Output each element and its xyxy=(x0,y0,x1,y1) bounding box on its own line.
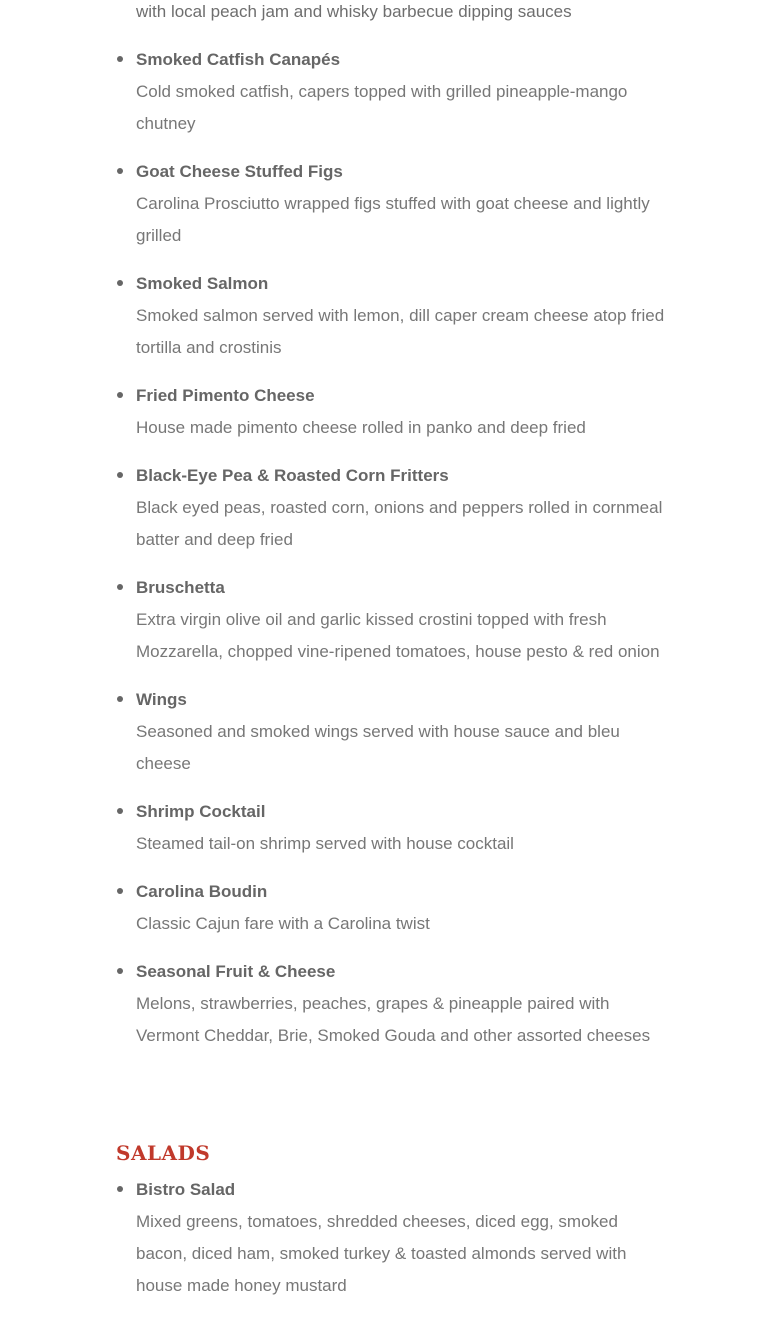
item-description: Classic Cajun fare with a Carolina twist xyxy=(136,914,430,933)
item-name: Goat Cheese Stuffed Figs xyxy=(136,162,343,181)
item-description: Mixed greens, tomatoes, shredded cheeses, diced egg, smoked bacon, diced ham, smoked turkey & toasted almonds served with house made honey mustard xyxy=(136,1212,627,1295)
item-description-continued: with local peach jam and whisky barbecue dipping sauces xyxy=(136,2,572,21)
item-description: Carolina Prosciutto wrapped figs stuffed with goat cheese and lightly grilled xyxy=(136,194,650,245)
item-name: Bistro Salad xyxy=(136,1180,236,1199)
item-name: Carolina Boudin xyxy=(136,882,268,901)
item-name: Smoked Salmon xyxy=(136,274,269,293)
item-name: Bruschetta xyxy=(136,578,225,597)
list-item xyxy=(136,1174,666,1302)
list-item xyxy=(136,796,666,860)
item-description: Extra virgin olive oil and garlic kissed crostini topped with fresh Mozzarella, chopped vine-ripened tomatoes, house pesto & red onion xyxy=(136,610,660,661)
salad-list xyxy=(136,1174,666,1302)
item-description: Seasoned and smoked wings served with house sauce and bleu cheese xyxy=(136,722,620,773)
list-item xyxy=(136,572,666,668)
item-description: Cold smoked catfish, capers topped with grilled pineapple-mango chutney xyxy=(136,82,628,133)
list-item xyxy=(136,956,666,1052)
item-name: Black-Eye Pea & Roasted Corn Fritters xyxy=(136,466,449,485)
item-name: Smoked Catfish Canapés xyxy=(136,50,341,69)
item-description: Melons, strawberries, peaches, grapes & pineapple paired with Vermont Cheddar, Brie, Smoked Gouda and other assorted cheeses xyxy=(136,994,651,1045)
list-item xyxy=(136,268,666,364)
list-item xyxy=(136,380,666,444)
item-name: Fried Pimento Cheese xyxy=(136,386,315,405)
item-description: House made pimento cheese rolled in panko and deep fried xyxy=(136,418,586,437)
salads-heading: SALADS xyxy=(116,1141,211,1165)
list-item xyxy=(136,156,666,252)
list-item xyxy=(136,460,666,556)
item-description: Steamed tail-on shrimp served with house cocktail xyxy=(136,834,514,853)
appetizer-list xyxy=(136,44,666,1068)
list-item xyxy=(136,44,666,140)
list-item xyxy=(136,684,666,780)
item-name: Wings xyxy=(136,690,187,709)
item-description: Smoked salmon served with lemon, dill caper cream cheese atop fried tortilla and crostinis xyxy=(136,306,665,357)
item-name: Seasonal Fruit & Cheese xyxy=(136,962,336,981)
item-description: Black eyed peas, roasted corn, onions and peppers rolled in cornmeal batter and deep fried xyxy=(136,498,663,549)
list-item xyxy=(136,876,666,940)
item-name: Shrimp Cocktail xyxy=(136,802,266,821)
